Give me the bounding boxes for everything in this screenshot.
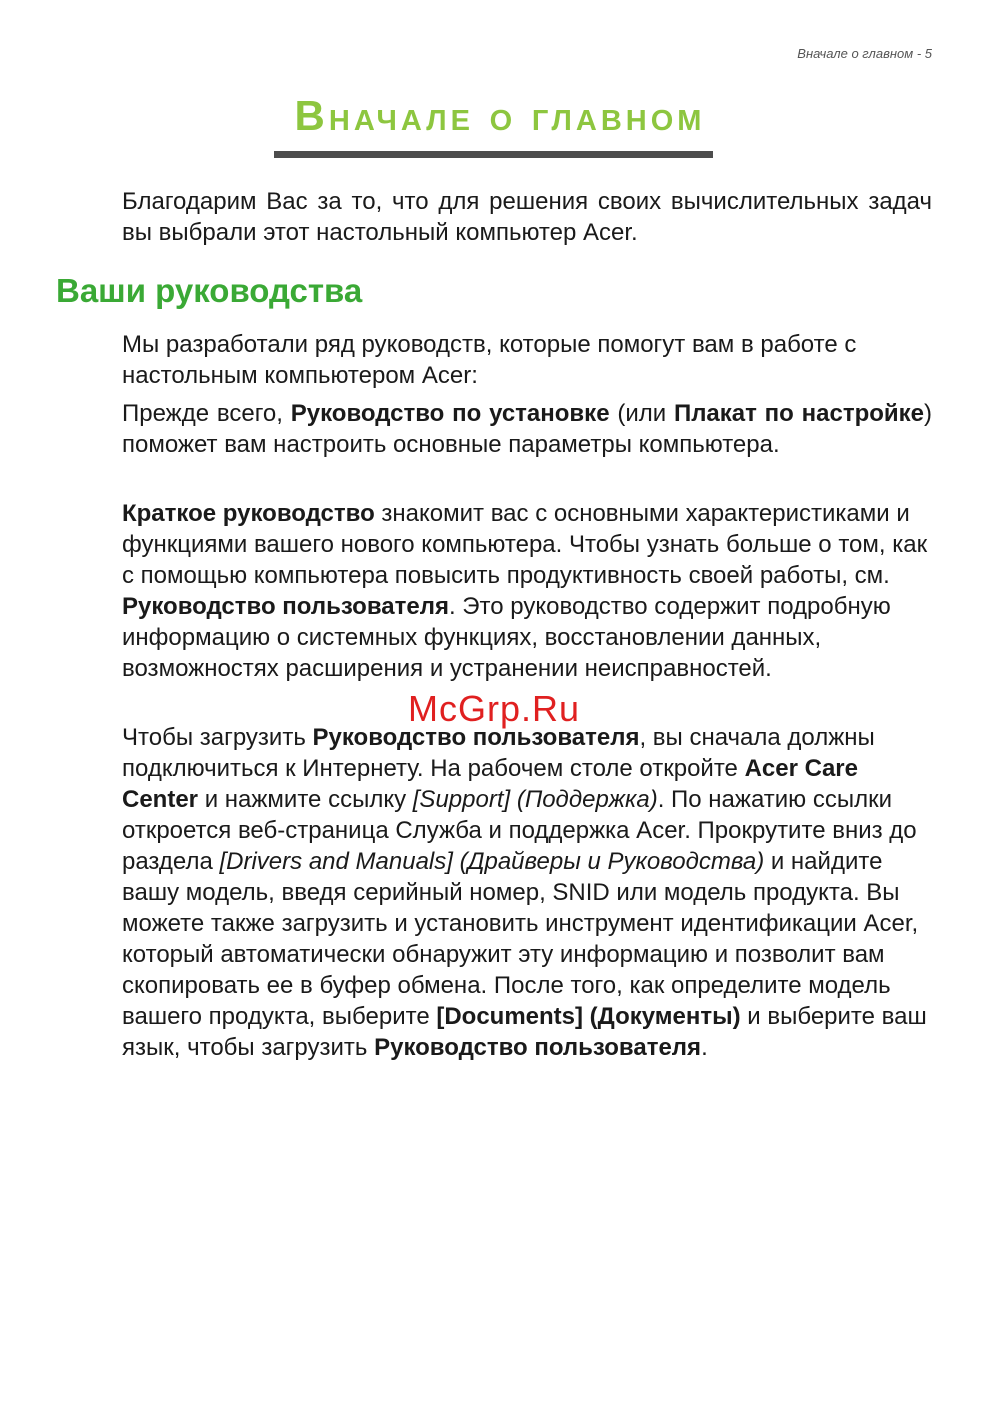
download-text-6: и выберите ваш язык, чтобы загрузить	[122, 1003, 927, 1061]
setup-text-3: ) поможет вам настроить основные параметры компьютера.	[122, 400, 932, 458]
documents-name: [Documents] (Документы)	[436, 1003, 741, 1030]
chapter-title: Вначале о главном	[294, 92, 706, 139]
setup-text-2: (или	[609, 400, 674, 427]
drivers-manuals-name: [Drivers and Manuals] (Драйверы и Руководства)	[219, 848, 765, 875]
care-center-name: Acer Care Center	[122, 755, 858, 813]
download-text-3: и нажмите ссылку	[198, 786, 413, 813]
watermark: McGrp.Ru	[408, 688, 581, 729]
download-text-1: Чтобы загрузить	[122, 724, 313, 751]
download-text-2: , вы сначала должны подключиться к Интернету. На рабочем столе откройте	[122, 724, 875, 782]
title-underline-rule	[274, 151, 713, 158]
section-title: Ваши руководства	[56, 272, 363, 309]
user-guide-name: Руководство пользователя	[122, 593, 449, 620]
quick-guide-paragraph	[122, 498, 932, 684]
quick-guide-text-1: знакомит вас с основными характеристиками и функциями вашего нового компьютера. Чтобы узнать больше о том, как с помощью компьютера повысить продуктивность своей работы, см.	[122, 500, 928, 589]
user-guide-name-2: Руководство пользователя	[312, 724, 640, 751]
running-header: Вначале о главном - 5	[797, 46, 932, 61]
setup-poster-name: Плакат по настройке	[673, 400, 924, 427]
setup-guide-name: Руководство по установке	[290, 400, 610, 427]
quick-guide-name: Краткое руководство	[122, 500, 375, 527]
download-guide-paragraph	[122, 722, 932, 1063]
download-text-7: .	[701, 1034, 708, 1061]
guides-intro-paragraph: Мы разработали ряд руководств, которые помогут вам в работе с настольным компьютером Acer:	[122, 331, 857, 389]
setup-text-1: Прежде всего,	[122, 400, 291, 427]
download-text-4: . По нажатию ссылки откроется веб-страница Служба и поддержка Acer. Прокрутите вниз до раздела	[122, 786, 917, 875]
user-guide-name-3: Руководство пользователя	[374, 1034, 702, 1061]
support-link-name: [Support] (Поддержка)	[412, 786, 658, 813]
setup-guide-paragraph	[122, 398, 932, 460]
download-text-5: и найдите вашу модель, введя серийный номер, SNID или модель продукта. Вы можете также загрузить и установить инструмент идентификации Acer, который автоматически обнаружит эту информацию и позволит вам скопировать ее в буфер обмена. После того, как определите модель вашего продукта, выберите	[122, 848, 919, 1030]
quick-guide-text-2: . Это руководство содержит подробную информацию о системных функциях, восстановлении данных, возможностях расширения и устранении неисправностей.	[122, 593, 891, 682]
intro-paragraph: Благодарим Вас за то, что для решения своих вычислительных задач вы выбрали этот настольный компьютер Acer.	[122, 188, 932, 246]
